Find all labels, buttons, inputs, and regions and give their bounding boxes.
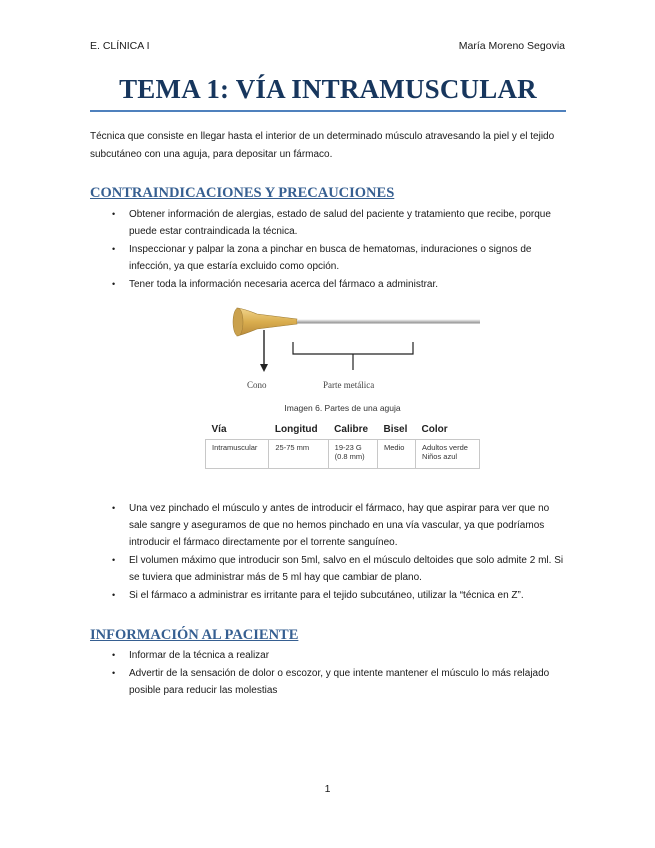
- precautions-list: [90, 500, 570, 605]
- table-cell: Intramuscular: [206, 440, 269, 469]
- section-heading-patient-info: INFORMACIÓN AL PACIENTE: [90, 627, 299, 643]
- list-item: • Si el fármaco a administrar es irritante para el tejido subcutáneo, utilizar la “técnica en Z”.: [90, 587, 570, 604]
- bullet-icon: •: [112, 668, 116, 678]
- header-right: María Moreno Segovia: [458, 40, 565, 52]
- bullet-icon: •: [112, 279, 116, 289]
- table-header: Calibre: [334, 424, 369, 435]
- page-number: 1: [324, 783, 331, 795]
- list-item: • Tener toda la información necesaria acerca del fármaco a administrar.: [90, 276, 570, 293]
- intro-paragraph: Técnica que consiste en llegar hasta el interior de un determinado músculo atravesando la piel y el tejido subcutáneo con una aguja, para depositar un fármaco.: [90, 131, 555, 160]
- list-item: • Una vez pinchado el músculo y antes de introducir el fármaco, hay que aspirar para ver que no sale sangre y aseguramos de que no hemos pinchado en una vía vascular, ya que podríamos introducir el fármaco directamente por el torrente sanguíneo.: [90, 500, 570, 551]
- table-header: Bisel: [383, 424, 408, 435]
- list-item: • El volumen máximo que introducir son 5ml, salvo en el músculo deltoides que solo admite 2 ml. Si se tuviera que administrar más de 5 ml hay que cambiar de plano.: [90, 552, 570, 586]
- bullet-icon: •: [112, 209, 116, 219]
- table-cell: 19-23 G (0.8 mm): [328, 440, 377, 469]
- table-row: [206, 440, 480, 469]
- table-header: Color: [421, 424, 448, 435]
- section-heading-contraindications: CONTRAINDICACIONES Y PRECAUCIONES: [90, 185, 395, 201]
- table-header: Longitud: [274, 424, 318, 435]
- bullet-icon: •: [112, 244, 116, 254]
- bullet-icon: •: [112, 503, 116, 513]
- label-metal-part: Parte metálica: [323, 380, 375, 390]
- contraindications-list: [90, 206, 570, 294]
- table-header-row: [206, 422, 480, 440]
- list-item: • Advertir de la sensación de dolor o escozor, y que intente mantener el músculo lo más relajado posible para reducir las molestias: [90, 665, 570, 699]
- header-left: E. CLÍNICA I: [90, 40, 150, 52]
- title-underline: [90, 110, 566, 112]
- figure-caption: Imagen 6. Partes de una aguja: [284, 403, 401, 413]
- table-cell: Adultos verde Niños azul: [416, 440, 480, 469]
- label-cone: Cono: [247, 380, 267, 390]
- list-item: • Obtener información de alergias, estado de salud del paciente y tratamiento que recibe, porque puede estar contraindicada la técnica.: [90, 206, 570, 240]
- page-title: TEMA 1: VÍA INTRAMUSCULAR: [119, 74, 537, 104]
- patient-info-list: [90, 647, 570, 700]
- bullet-icon: •: [112, 555, 116, 565]
- table-cell: Medio: [377, 440, 415, 469]
- bullet-icon: •: [112, 650, 116, 660]
- needle-spec-table: [205, 422, 480, 469]
- bullet-icon: •: [112, 590, 116, 600]
- needle-figure: [205, 300, 480, 490]
- table-header: Vía: [211, 424, 227, 435]
- table-cell: 25-75 mm: [269, 440, 328, 469]
- list-item: • Inspeccionar y palpar la zona a pinchar en busca de hematomas, induraciones o signos de infección, ya que estaría excluido como opción.: [90, 241, 570, 275]
- list-item: • Informar de la técnica a realizar: [90, 647, 570, 664]
